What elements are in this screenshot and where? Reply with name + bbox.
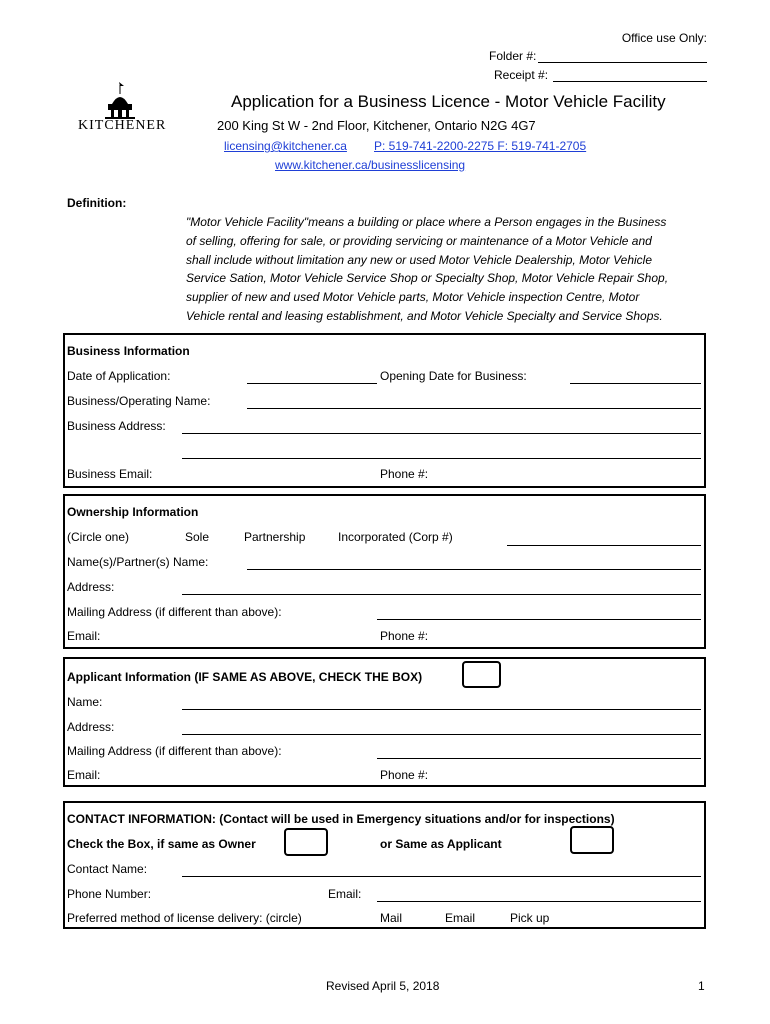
owner-mailing-label: Mailing Address (if different than above):	[67, 605, 282, 619]
business-address-field[interactable]	[182, 433, 701, 434]
owner-mailing-field[interactable]	[377, 619, 701, 620]
applicant-same-checkbox[interactable]	[462, 661, 501, 688]
business-address-label: Business Address:	[67, 419, 166, 433]
ownership-heading: Ownership Information	[67, 505, 199, 519]
receipt-label: Receipt #:	[494, 68, 549, 82]
circle-one-label: (Circle one)	[67, 530, 130, 544]
business-address-field-2[interactable]	[182, 458, 701, 459]
contact-name-label: Contact Name:	[67, 862, 148, 876]
applicant-heading: Applicant Information (IF SAME AS ABOVE, CHECK THE BOX)	[67, 670, 423, 684]
definition-line: Vehicle rental and leasing establishment, and Motor Vehicle Specialty and Service Shops.	[186, 308, 663, 323]
definition-text	[186, 213, 668, 326]
business-phone-label: Phone #:	[380, 467, 429, 481]
definition-line: shall include without limitation any new or used Motor Vehicle Dealership, Motor Vehicle	[186, 252, 653, 267]
header-address: 200 King St W - 2nd Floor, Kitchener, Ontario N2G 4G7	[217, 118, 536, 133]
business-heading: Business Information	[67, 344, 190, 358]
page-number: 1	[698, 979, 705, 993]
opening-date-label: Opening Date for Business:	[380, 369, 527, 383]
definition-line: "Motor Vehicle Facility"means a building or place where a Person engages in the Business	[186, 215, 667, 229]
same-as-applicant-checkbox[interactable]	[570, 826, 614, 854]
delivery-option-email[interactable]: Email	[445, 911, 476, 925]
option-partnership[interactable]: Partnership	[244, 530, 306, 544]
same-as-applicant-label: or Same as Applicant	[380, 837, 502, 851]
contact-name-field[interactable]	[182, 876, 701, 877]
option-sole[interactable]: Sole	[185, 530, 210, 544]
folder-label: Folder #:	[489, 49, 537, 63]
website-link[interactable]: www.kitchener.ca/businesslicensing	[275, 158, 466, 172]
opening-date-field[interactable]	[570, 383, 701, 384]
same-as-owner-checkbox[interactable]	[284, 828, 328, 856]
delivery-option-mail[interactable]: Mail	[380, 911, 403, 925]
receipt-field[interactable]	[553, 81, 707, 82]
owner-phone-label: Phone #:	[380, 629, 429, 643]
applicant-address-field[interactable]	[182, 734, 701, 735]
business-name-field[interactable]	[247, 408, 701, 409]
delivery-option-pickup[interactable]: Pick up	[510, 911, 550, 925]
contact-phone-label: Phone Number:	[67, 887, 152, 901]
same-as-owner-label: Check the Box, if same as Owner	[67, 837, 256, 851]
date-label: Date of Application:	[67, 369, 171, 383]
applicant-phone-label: Phone #:	[380, 768, 429, 782]
applicant-email-label: Email:	[67, 768, 101, 782]
logo-text: KITCHENER	[78, 118, 167, 133]
definition-label: Definition:	[67, 196, 127, 210]
contact-email-field[interactable]	[377, 901, 701, 902]
applicant-address-label: Address:	[67, 720, 115, 734]
contact-heading: CONTACT INFORMATION: (Contact will be used in Emergency situations and/or for inspections)	[67, 812, 615, 826]
folder-field[interactable]	[538, 62, 707, 63]
revised-date: Revised April 5, 2018	[326, 979, 440, 993]
applicant-mailing-label: Mailing Address (if different than above):	[67, 744, 282, 758]
applicant-name-field[interactable]	[182, 709, 701, 710]
business-name-label: Business/Operating Name:	[67, 394, 211, 408]
date-field[interactable]	[247, 383, 377, 384]
business-email-label: Business Email:	[67, 467, 153, 481]
page-title: Application for a Business Licence - Motor Vehicle Facility	[231, 92, 666, 111]
owner-names-label: Name(s)/Partner(s) Name:	[67, 555, 209, 569]
applicant-mailing-field[interactable]	[377, 758, 701, 759]
option-incorporated[interactable]: Incorporated (Corp #)	[338, 530, 453, 544]
definition-line: of selling, offering for sale, or providing servicing or maintenance of a Motor Vehicle and	[186, 233, 652, 248]
office-use-heading: Office use Only:	[621, 31, 707, 45]
contact-email-label: Email:	[328, 887, 362, 901]
corp-number-field[interactable]	[507, 545, 701, 546]
owner-email-label: Email:	[67, 629, 101, 643]
owner-names-field[interactable]	[247, 569, 701, 570]
definition-line: supplier of new and used Motor Vehicle parts, Motor Vehicle inspection Centre, Motor	[186, 290, 640, 305]
phone-fax-link[interactable]: P: 519-741-2200-2275 F: 519-741-2705	[374, 139, 587, 153]
delivery-label: Preferred method of license delivery: (circle)	[67, 911, 302, 925]
owner-address-field[interactable]	[182, 594, 701, 595]
applicant-name-label: Name:	[67, 695, 103, 709]
definition-line: Service Sation, Motor Vehicle Service Shop or Specialty Shop, Motor Vehicle Repair Shop,	[186, 271, 669, 286]
email-link[interactable]: licensing@kitchener.ca	[224, 139, 347, 153]
owner-address-label: Address:	[67, 580, 115, 594]
kitchener-logo	[78, 80, 168, 136]
